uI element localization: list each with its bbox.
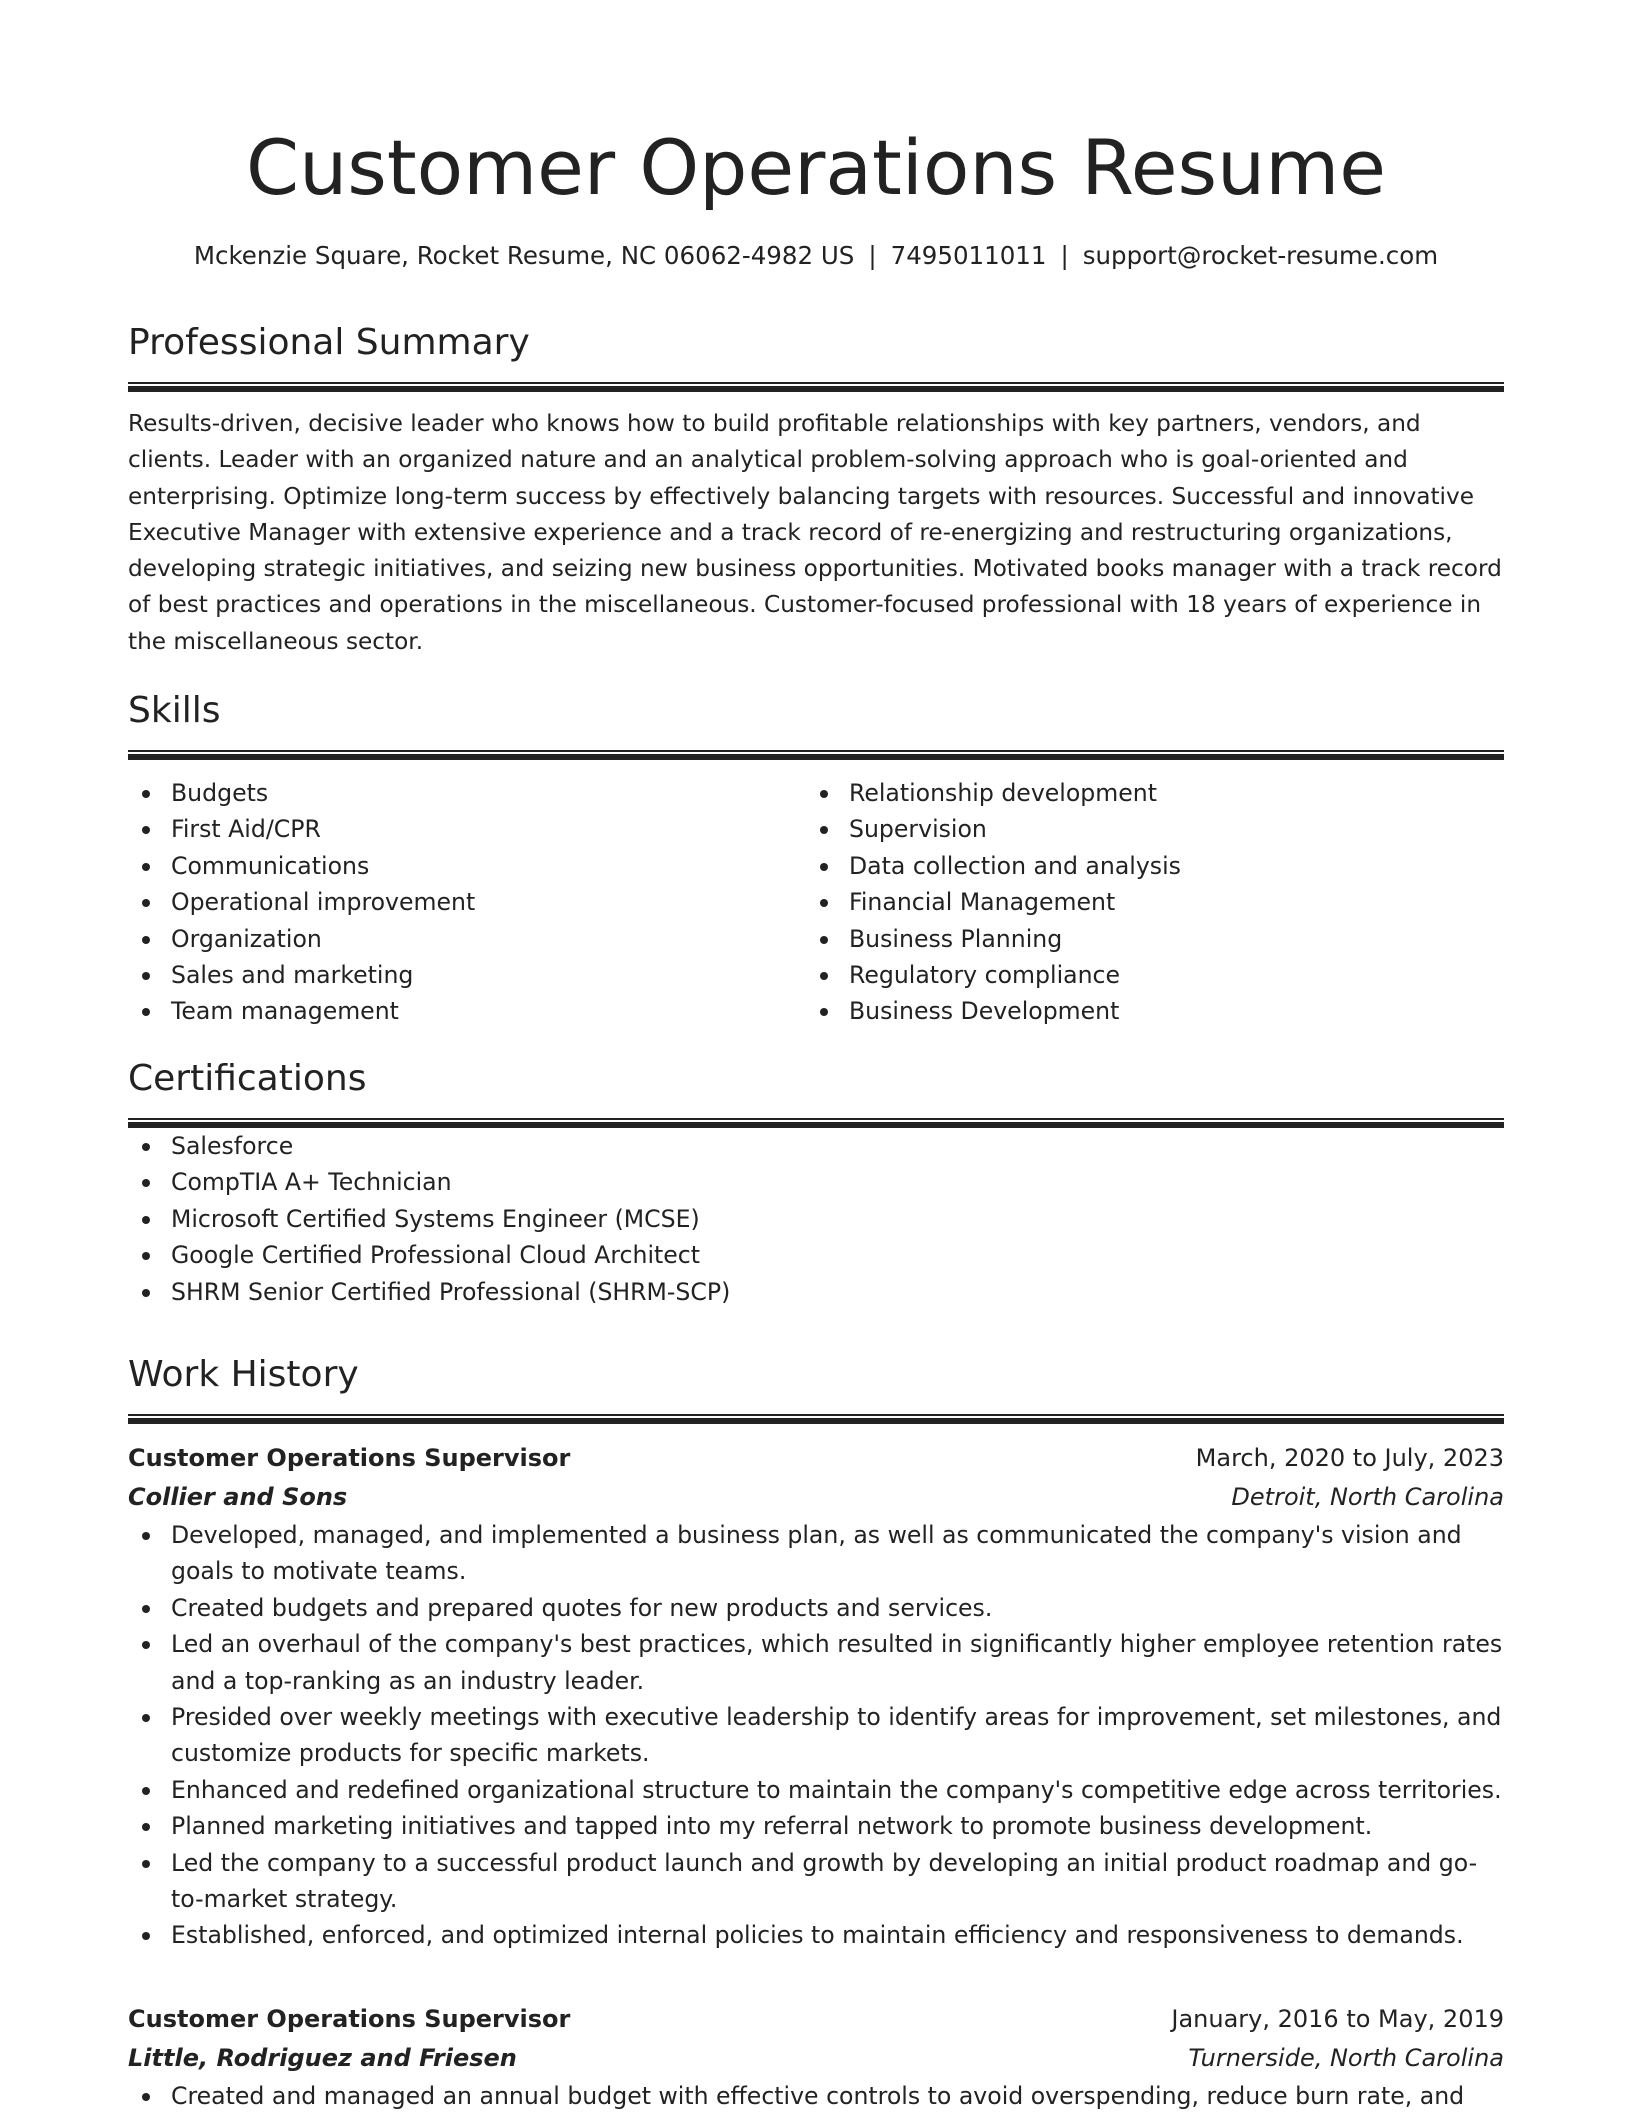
- work-history-section: [128, 1350, 1504, 1424]
- job-duties-list: [128, 2078, 1504, 2112]
- certification-item: Salesforce: [128, 1128, 1504, 1164]
- skills-columns: [128, 775, 1504, 1030]
- job-duty-item: Led an overhaul of the company's best practices, which resulted in significantly higher employee retention rates and a top-ranking as an industry leader.: [128, 1626, 1504, 1699]
- certifications-section: [128, 1054, 1504, 1310]
- skills-list-left: [128, 775, 806, 1030]
- section-divider: [128, 382, 1504, 392]
- skill-item: Operational improvement: [128, 884, 806, 920]
- skill-item: Business Planning: [806, 921, 1484, 957]
- job-duty-item: Led the company to a successful product launch and growth by developing an initial product roadmap and go-to-market strategy.: [128, 1845, 1504, 1918]
- certification-item: CompTIA A+ Technician: [128, 1164, 1504, 1200]
- job-duty-item: Created budgets and prepared quotes for new products and services.: [128, 1590, 1504, 1626]
- summary-text: Results-driven, decisive leader who knows how to build profitable relationships with key partners, vendors, and clients. Leader with an organized nature and an analytical problem-solving approach who is goal-oriented and enterprising. Optimize long-term success by effectively balancing targets with resources. Successful and innovative Executive Manager with extensive experience and a track record of re-energizing and restructuring organizations, developing strategic initiatives, and seizing new business opportunities. Motivated books manager with a track record of best practices and operations in the miscellaneous. Customer-focused professional with 18 years of experience in the miscellaneous sector.: [128, 410, 1502, 655]
- job-duty-item: Planned marketing initiatives and tapped into my referral network to promote business development.: [128, 1808, 1504, 1844]
- job-company: Collier and Sons: [128, 1483, 348, 1511]
- job-subheader: [128, 1478, 1504, 1517]
- job-header: [128, 1439, 1504, 1478]
- contact-email: support@rocket-resume.com: [1082, 241, 1439, 270]
- skills-list-right: [806, 775, 1484, 1030]
- skill-item: Business Development: [806, 993, 1484, 1029]
- skill-item: Relationship development: [806, 775, 1484, 811]
- contact-line: [0, 236, 1632, 276]
- contact-separator: |: [868, 241, 877, 270]
- certification-item: Microsoft Certified Systems Engineer (MCSE): [128, 1201, 1504, 1237]
- job-company: Little, Rodriguez and Friesen: [128, 2044, 517, 2072]
- skill-item: Communications: [128, 848, 806, 884]
- skills-section: [128, 686, 1504, 1030]
- skill-item: First Aid/CPR: [128, 811, 806, 847]
- contact-address: Mckenzie Square, Rocket Resume, NC 06062-4982 US: [193, 241, 855, 270]
- resume-title: Customer Operations Resume: [246, 123, 1386, 212]
- job-duties-list: [128, 1517, 1504, 1954]
- job-subheader: [128, 2039, 1504, 2078]
- job-dates: January, 2016 to May, 2019: [1171, 2005, 1504, 2033]
- section-divider: [128, 1414, 1504, 1424]
- certification-item: Google Certified Professional Cloud Architect: [128, 1237, 1504, 1273]
- skills-heading: Skills: [128, 690, 221, 731]
- contact-phone: 7495011011: [890, 241, 1047, 270]
- skill-item: Budgets: [128, 775, 806, 811]
- skill-item: Organization: [128, 921, 806, 957]
- job-location: Detroit, North Carolina: [1231, 1483, 1504, 1511]
- skill-item: Data collection and analysis: [806, 848, 1484, 884]
- job-duty-item: Developed, managed, and implemented a business plan, as well as communicated the company's vision and goals to motivate teams.: [128, 1517, 1504, 1590]
- job-duty-item: Established, enforced, and optimized internal policies to maintain efficiency and responsiveness to demands.: [128, 1917, 1504, 1953]
- job-title: Customer Operations Supervisor: [128, 2005, 571, 2033]
- job-duty-item: Created and managed an annual budget with effective controls to avoid overspending, reduce burn rate, and: [128, 2078, 1504, 2112]
- certification-item: SHRM Senior Certified Professional (SHRM-SCP): [128, 1274, 1504, 1310]
- job-entry: [128, 2000, 1504, 2112]
- skill-item: Sales and marketing: [128, 957, 806, 993]
- job-header: [128, 2000, 1504, 2039]
- certifications-heading: Certifications: [128, 1058, 367, 1099]
- summary-heading: Professional Summary: [128, 322, 530, 363]
- contact-separator: |: [1060, 241, 1069, 270]
- job-entry: [128, 1439, 1504, 1954]
- skill-item: Regulatory compliance: [806, 957, 1484, 993]
- job-duty-item: Presided over weekly meetings with executive leadership to identify areas for improvement, set milestones, and customize products for specific markets.: [128, 1699, 1504, 1772]
- job-title: Customer Operations Supervisor: [128, 1444, 571, 1472]
- job-location: Turnerside, North Carolina: [1188, 2044, 1504, 2072]
- job-dates: March, 2020 to July, 2023: [1195, 1444, 1504, 1472]
- section-divider: [128, 750, 1504, 760]
- skill-item: Financial Management: [806, 884, 1484, 920]
- job-duty-item: Enhanced and redefined organizational structure to maintain the company's competitive edge across territories.: [128, 1772, 1504, 1808]
- skill-item: Team management: [128, 993, 806, 1029]
- work-history-heading: Work History: [128, 1354, 359, 1395]
- skill-item: Supervision: [806, 811, 1484, 847]
- certifications-list: [128, 1128, 1504, 1310]
- section-divider: [128, 1118, 1504, 1128]
- summary-section: [128, 318, 1504, 660]
